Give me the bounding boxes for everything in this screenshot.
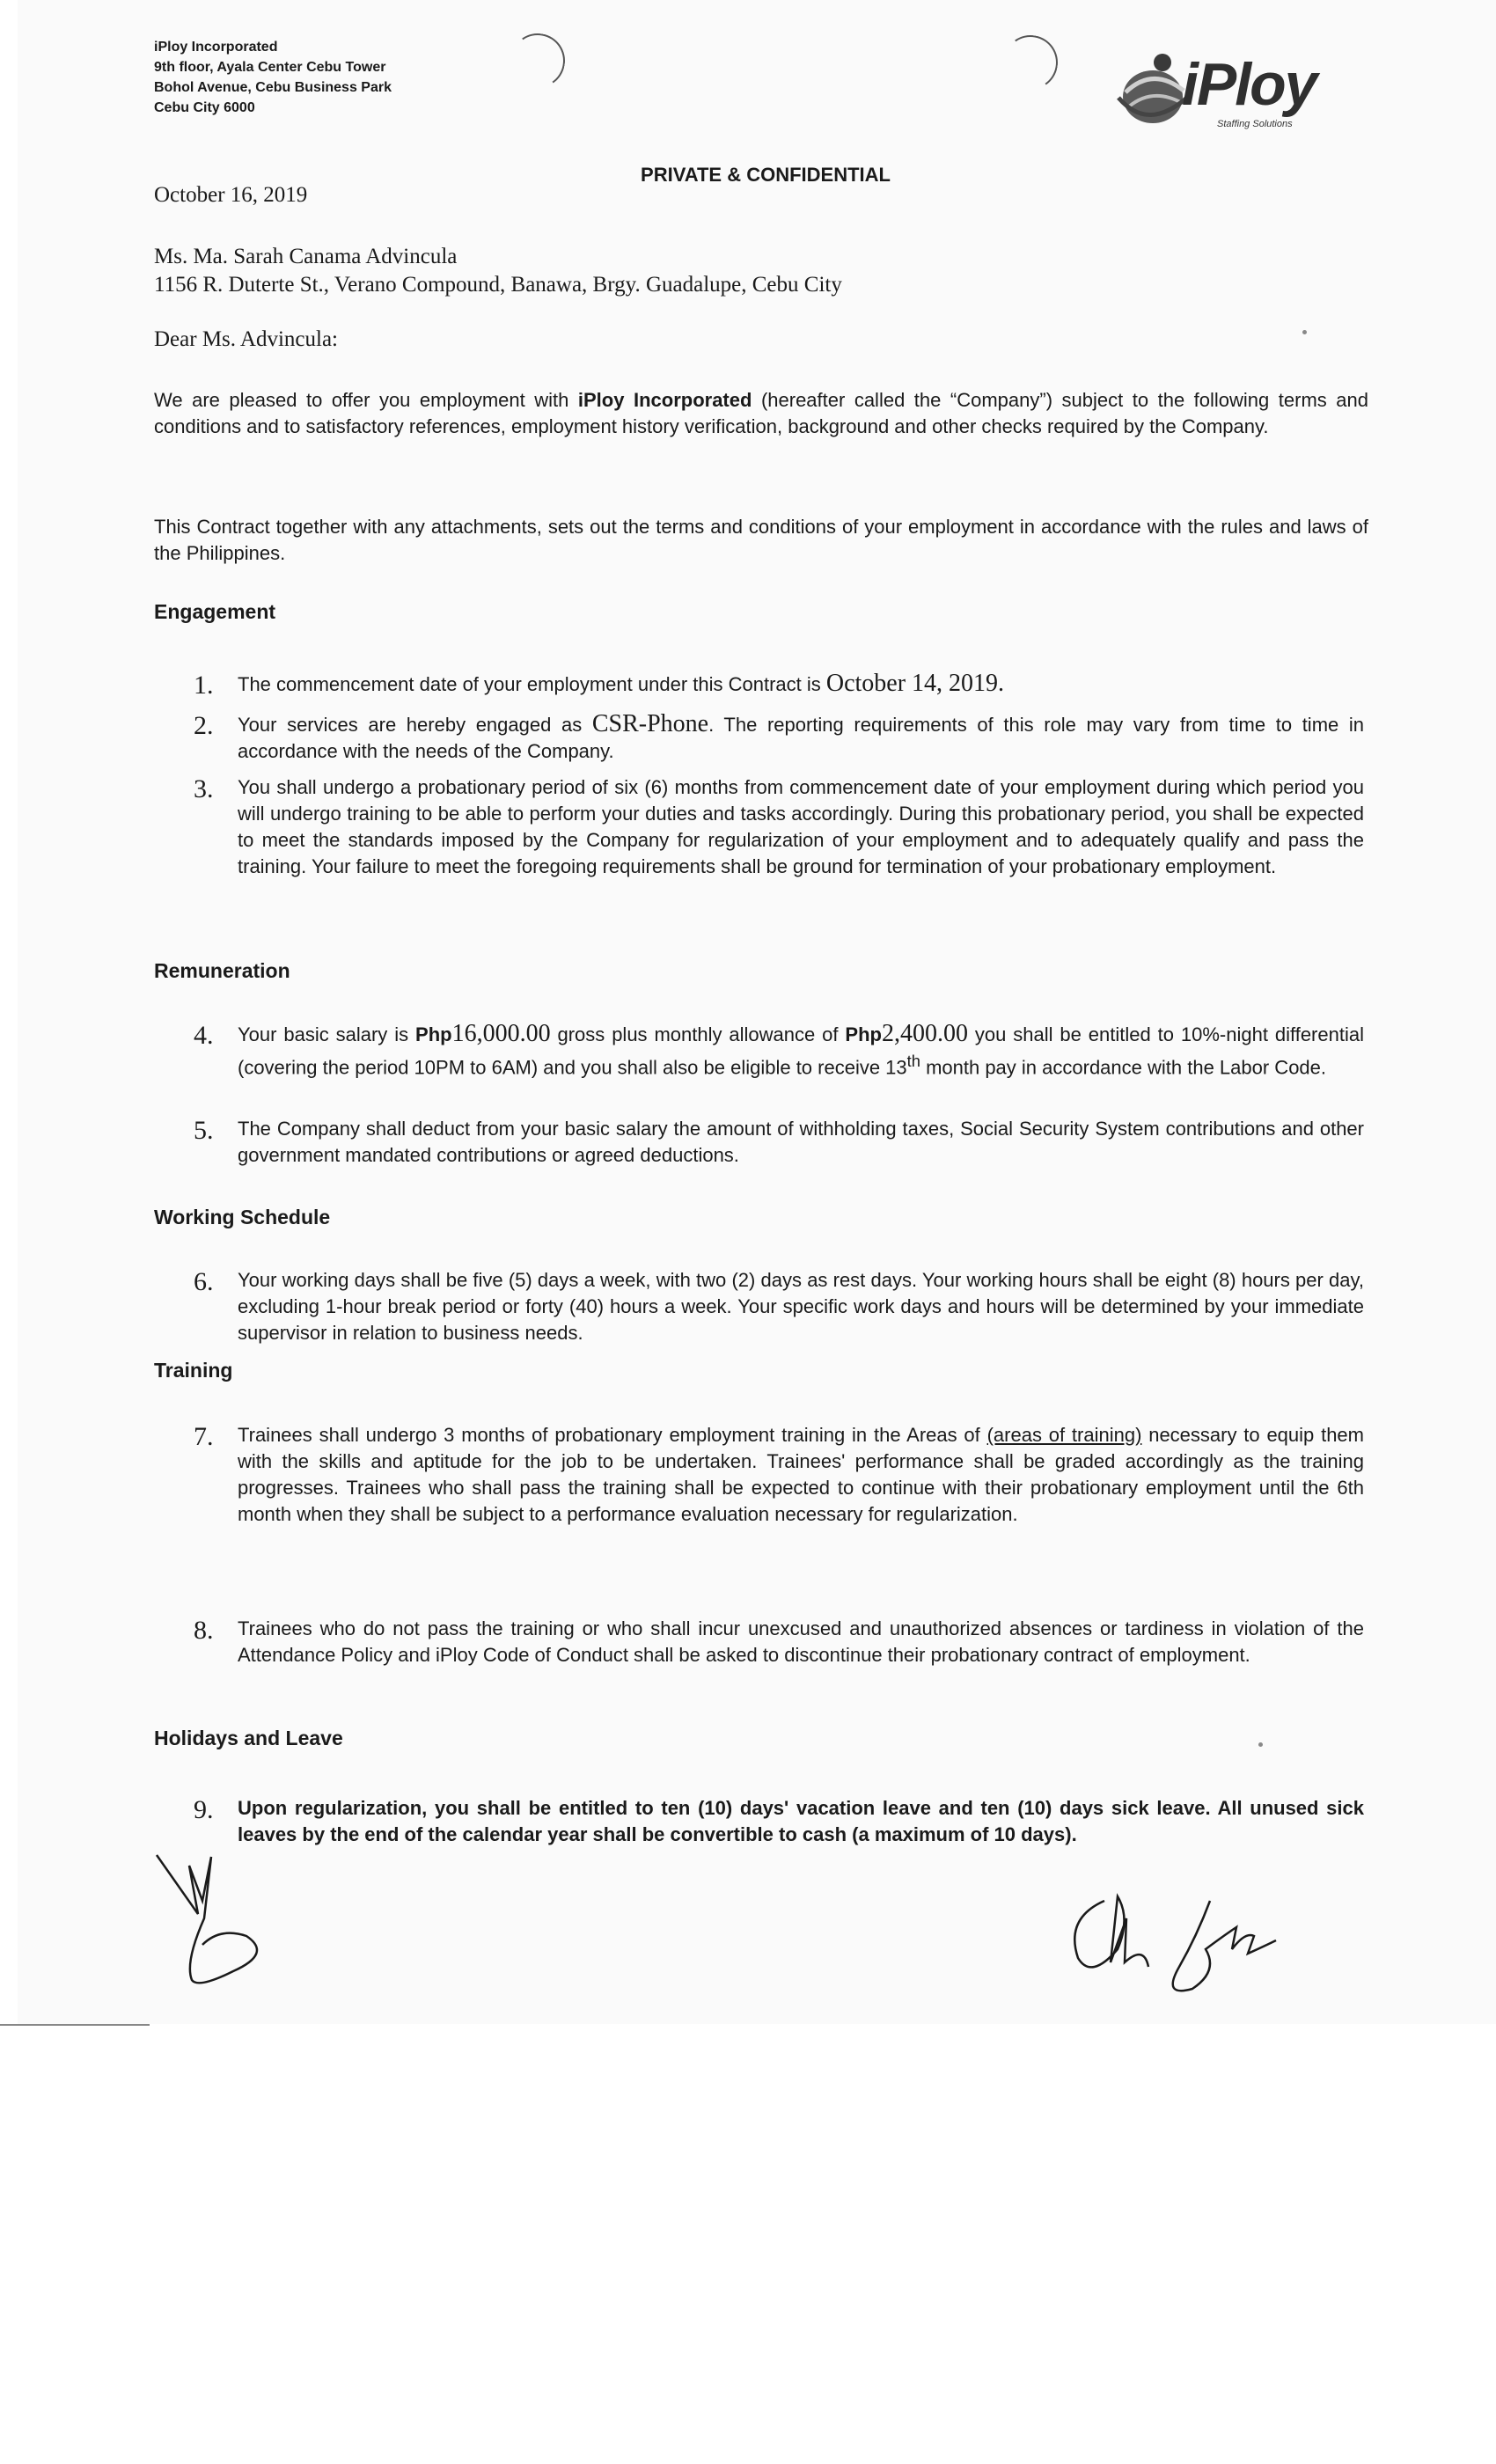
item-number: 7. (194, 1422, 214, 1451)
section-engagement: Engagement (154, 600, 276, 623)
confidential-heading: PRIVATE & CONFIDENTIAL (641, 164, 891, 186)
punch-hole-mark (506, 29, 569, 92)
recipient-block (154, 243, 842, 299)
item-number: 8. (194, 1616, 214, 1645)
address-line-city: Cebu City 6000 (154, 100, 255, 115)
scanned-page (18, 0, 1496, 2024)
scan-speck (1302, 330, 1307, 334)
section-remuneration: Remuneration (154, 959, 290, 982)
item-text: gross plus monthly allowance of (550, 1023, 846, 1045)
address-company-name: iPloy Incorporated (154, 40, 278, 55)
scan-speck (1258, 1742, 1263, 1747)
scan-edge-line (0, 2024, 150, 2026)
section-holidays-leave: Holidays and Leave (154, 1727, 343, 1749)
basic-salary: 16,000.00 (451, 1020, 551, 1047)
list-item (194, 711, 1364, 765)
item-number: 6. (194, 1267, 214, 1296)
address-line-floor: 9th floor, Ayala Center Cebu Tower (154, 60, 386, 75)
item-number: 5. (194, 1116, 214, 1145)
list-item (194, 1116, 1364, 1169)
item-text: Your services are hereby engaged as (238, 714, 592, 736)
currency-label: Php (845, 1023, 882, 1045)
item-text: The commencement date of your employment under this Contract is (238, 673, 826, 695)
item-text: you shall be entitled to 10%-night differential (covering the period 10PM to 6AM) and you shall also be eligible to receive 13 (238, 1023, 1364, 1079)
section-training: Training (154, 1359, 233, 1382)
intro-paragraph (154, 387, 1368, 440)
item-text: Trainees shall undergo 3 months of probationary employment training in the Areas of (238, 1424, 987, 1446)
item-text: Upon regularization, you shall be entitled to ten (10) days' vacation leave and ten (10) days sick leave. All unused sick leaves by the end of the calendar year shall be convertible to cash (a maximum of 10 days). (238, 1797, 1364, 1845)
section-working-schedule: Working Schedule (154, 1206, 331, 1228)
signature-right (1056, 1883, 1302, 2006)
list-item (194, 1795, 1364, 1848)
list-item (194, 1422, 1364, 1528)
item-number: 2. (194, 711, 214, 740)
item-number: 4. (194, 1021, 214, 1050)
currency-label: Php (415, 1023, 452, 1045)
company-name: iPloy Incorporated (577, 389, 752, 411)
globe-icon (1113, 48, 1192, 132)
item-number: 9. (194, 1795, 214, 1824)
recipient-name: Ms. Ma. Sarah Canama Advincula (154, 245, 458, 268)
logo-tagline: Staffing Solutions (1217, 119, 1293, 129)
item-text: The Company shall deduct from your basic salary the amount of withholding taxes, Social Security System contributions and other government mandated contributions or agreed deductions. (238, 1118, 1364, 1166)
monthly-allowance: 2,400.00 (881, 1020, 968, 1047)
letter-date: October 16, 2019 (154, 183, 308, 207)
intro-text: We are pleased to offer you employment with (154, 389, 578, 411)
list-item (194, 671, 1364, 698)
item-text: month pay in accordance with the Labor Code. (920, 1056, 1327, 1079)
item-text: Your working days shall be five (5) days a week, with two (2) days as rest days. Your working hours shall be eight (8) hours per day, excluding 1-hour break period or forty (40) hours a week. Your specific work days and hours will be determined by your immediate supervisor in relation to business needs. (238, 1269, 1364, 1344)
item-text: You shall undergo a probationary period of six (6) months from commencement date of your employment during which period you will undergo training to be able to perform your duties and tasks accordingly. During this probationary period, you shall be expected to meet the standards imposed by the Company for regularization of your employment and to adequately qualify and pass the training. Your failure to meet the foregoing requirements shall be ground for termination of your probationary employment. (238, 776, 1364, 877)
position-title: CSR-Phone (591, 710, 709, 737)
ordinal-suffix: th (906, 1052, 920, 1070)
list-item (194, 774, 1364, 880)
list-item (194, 1267, 1364, 1346)
iploy-logo (1113, 48, 1377, 141)
salutation: Dear Ms. Advincula: (154, 327, 338, 351)
company-address (154, 37, 392, 118)
punch-hole-mark (999, 31, 1062, 94)
item-text: Your basic salary is (238, 1023, 416, 1045)
address-line-street: Bohol Avenue, Cebu Business Park (154, 80, 392, 95)
signature-left (150, 1848, 282, 1998)
recipient-address: 1156 R. Duterte St., Verano Compound, Banawa, Brgy. Guadalupe, Cebu City (154, 273, 842, 297)
contract-paragraph: This Contract together with any attachments, sets out the terms and conditions of your employment in accordance with the rules and laws of the Philippines. (154, 516, 1368, 564)
training-areas-placeholder: (areas of training) (986, 1424, 1142, 1446)
commencement-date: October 14, 2019. (825, 670, 1005, 697)
item-text: . The reporting requirements of this role may vary from time to time in accordance with the needs of the Company. (238, 714, 1364, 762)
item-text: necessary to equip them with the skills and aptitude for the job to be undertaken. Trainees' performance shall be graded accordingly as the training progresses. Trainees who shall pass the training shall be expected to continue with their probationary employment until the 6th month when they shall be subject to a performance evaluation necessary for regularization. (238, 1424, 1364, 1525)
list-item (194, 1616, 1364, 1668)
item-number: 1. (194, 671, 214, 700)
item-number: 3. (194, 774, 214, 803)
item-text: Trainees who do not pass the training or who shall incur unexcused and unauthorized absences or tardiness in violation of the Attendance Policy and iPloy Code of Conduct shall be asked to discontinue their probationary contract of employment. (238, 1617, 1364, 1666)
list-item (194, 1021, 1364, 1081)
intro-text: (hereafter called the “Company”) subject to the following terms and conditions and to satisfactory references, employment history verification, background and other checks required by the Company. (154, 389, 1368, 437)
logo-wordmark: iPloy (1182, 51, 1316, 118)
